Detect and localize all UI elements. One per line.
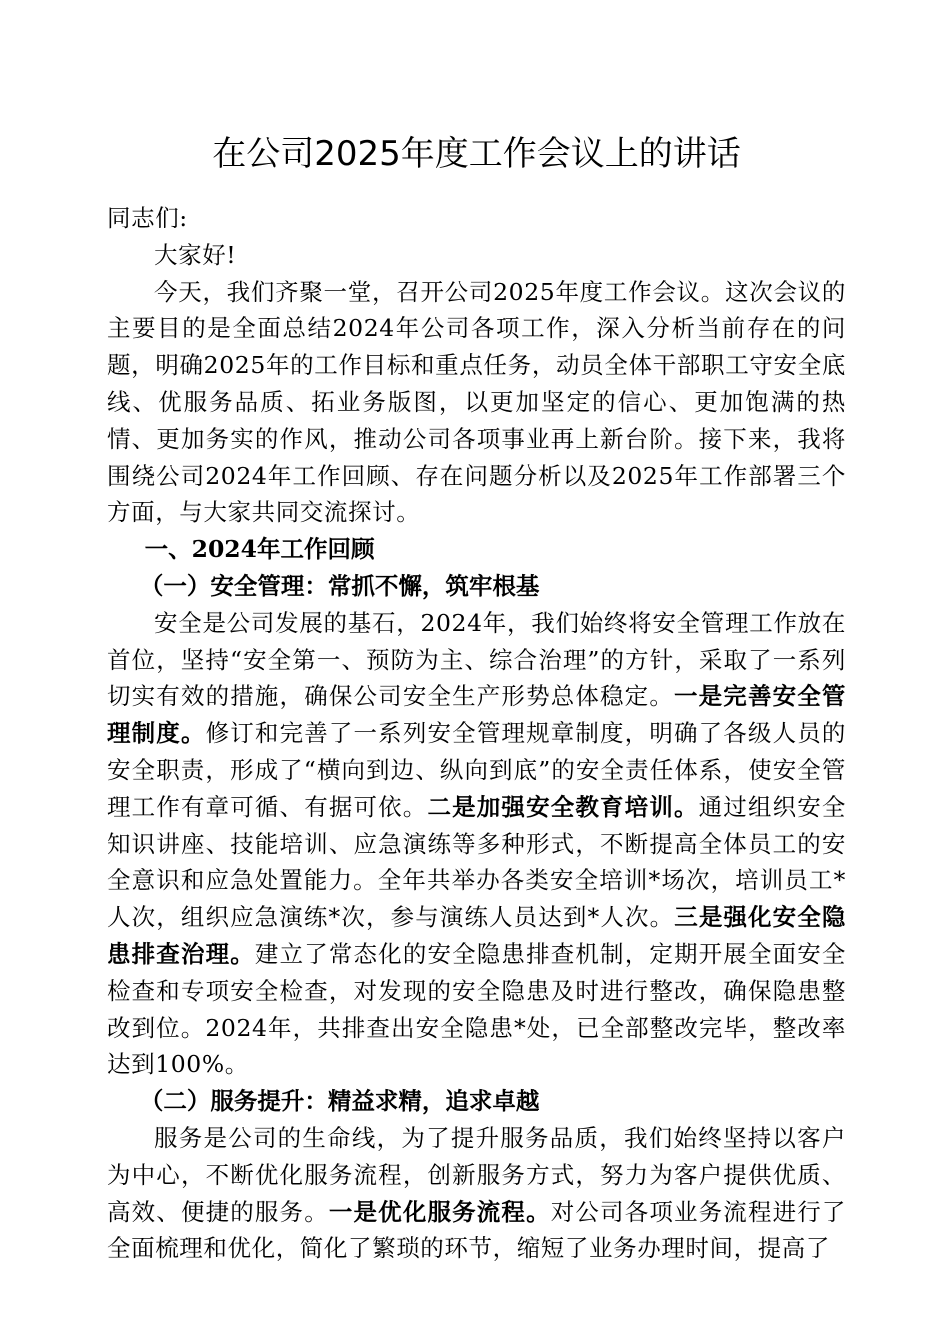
safety-point-3: 三是强化安全隐患排查治理。 — [107, 903, 846, 968]
salutation: 同志们: — [107, 204, 188, 232]
subsection-heading-safety: （一）安全管理：常抓不懈，筑牢根基 — [139, 571, 540, 600]
safety-text-4: 建立了常态化的安全隐患排查机制，定期开展全面安全检查和专项安全检查，对发现的安全隐患及时进行整改，确保隐患整改到位。2024年，共排查出安全隐患*处，已全部整改完毕，整改率达到100%。 — [107, 939, 846, 1079]
safety-point-2: 二是加强安全教育培训。 — [427, 792, 699, 821]
service-text-1: 服务是公司的生命线，为了提升服务品质，我们始终坚持以客户为中心，不断优化服务流程，创新服务方式，努力为客户提供优质、高效、便捷的服务。 — [107, 1123, 846, 1226]
section-heading-1: 一、2024年工作回顾 — [144, 535, 375, 564]
safety-text-3: 通过组织安全知识讲座、技能培训、应急演练等多种形式，不断提高全体员工的安全意识和应急处置能力。全年共举办各类安全培训*场次，培训员工*人次，组织应急演练*次，参与演练人员达到*人次。 — [107, 792, 846, 932]
document-title: 在公司2025年度工作会议上的讲话 — [212, 134, 741, 174]
subsection-heading-service: （二）服务提升：精益求精，追求卓越 — [139, 1087, 540, 1116]
safety-paragraph — [107, 605, 846, 1083]
intro-paragraph: 今天，我们齐聚一堂，召开公司2025年度工作会议。这次会议的主要目的是全面总结2024年公司各项工作，深入分析当前存在的问题，明确2025年的工作目标和重点任务，动员全体干部职工守安全底线、优服务品质、拓业务版图，以更加坚定的信心、更加饱满的热情、更加务实的作风，推动公司各项事业再上新台阶。接下来，我将围绕公司2024年工作回顾、存在问题分析以及2025年工作部署三个方面，与大家共同交流探讨。 — [107, 277, 846, 527]
service-point-1: 一是优化服务流程。 — [328, 1197, 551, 1226]
greeting: 大家好! — [154, 240, 237, 269]
service-text-2: 对公司各项业务流程进行了全面梳理和优化，简化了繁琐的环节，缩短了业务办理时间，提高了 — [107, 1197, 847, 1263]
service-paragraph — [107, 1120, 846, 1267]
safety-point-1: 一是完善安全管理制度。 — [107, 682, 846, 748]
safety-text-2: 修订和完善了一系列安全管理规章制度，明确了各级人员的安全职责，形成了“横向到边、纵向到底”的安全责任体系，使安全管理工作有章可循、有据可依。 — [107, 719, 846, 821]
safety-text-1: 安全是公司发展的基石，2024年，我们始终将安全管理工作放在首位，坚持“安全第一、预防为主、综合治理”的方针，采取了一系列切实有效的措施，确保公司安全生产形势总体稳定。 — [107, 608, 846, 711]
